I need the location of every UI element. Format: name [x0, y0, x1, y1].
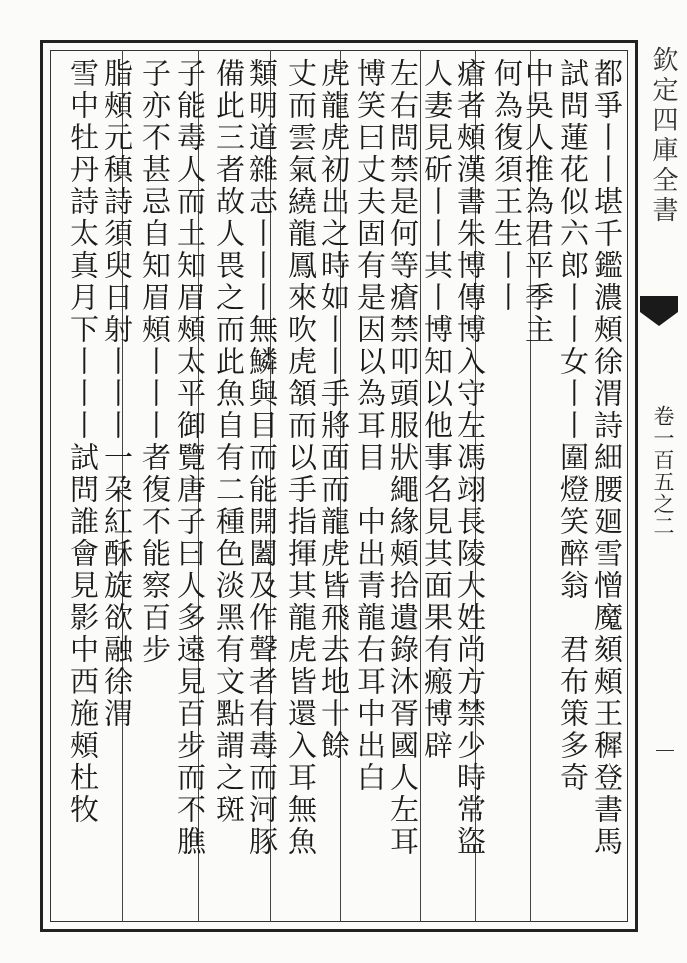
text-column-10: 丈而雲氣繞龍鳳來吹虎頷而以手指揮其龍虎皆還入耳無魚 [284, 58, 318, 858]
text-column-1: 都爭丨丨堪千鑑濃頰徐渭詩細腰廻雪憎魔頦頰王穉登書馬 [590, 58, 624, 858]
text-column-4: 何為復須王生丨丨 [490, 58, 524, 314]
text-column-13: 子能毒人而土知眉頰太平御覽唐子曰人多遠見百步而不膲 [173, 58, 207, 858]
text-column-5: 瘡者頰漢書朱博傳博入守左馮翊長陵大姓尚方禁少時常盜 [453, 58, 487, 858]
text-column-16: 雪中牡丹詩太真月下丨丨丨試問誰會見影中西施頰杜牧 [66, 58, 100, 826]
text-column-12: 備此三者故人畏之而此魚自有二種色淡黑有文點謂之斑 [212, 58, 246, 826]
text-column-8: 博笑曰丈夫固有是因以為耳目 中出青龍右耳中出白 [353, 58, 387, 794]
margin-book-title: 欽定四庫全書 [648, 46, 678, 226]
text-column-2: 試問蓮花似六郎丨丨女丨丨圍燈笑醉翁 君布策多奇 [556, 58, 590, 794]
text-column-3: 中吳人推為君平季主 [521, 58, 555, 346]
margin-juan-number: 卷一百五之二 [651, 405, 675, 537]
text-column-11: 類明道雜志丨丨丨無鱗與目而能開闔及作聲者有毒而河豚 [245, 58, 279, 858]
text-column-15: 脂頰元稹詩須臾日射丨丨丨一朶紅酥旋欲融徐渭 [100, 58, 134, 730]
text-column-7: 左右問禁是何等瘡禁叩頭服狀繩緣頰拾遺錄沐胥國人左耳 [386, 58, 420, 858]
text-column-6: 人妻見斫丨丨其丨博知以他事名見其面果有瘢博辟 [420, 58, 454, 762]
fishtail-ornament-icon [636, 292, 682, 332]
margin-tick [656, 750, 674, 751]
text-column-14: 子亦不甚忌自知眉頰丨丨丨者復不能察百步 [138, 58, 172, 666]
text-column-9: 虎龍虎初出之時如丨丨手將面而龍虎皆飛去地十餘 [317, 58, 351, 762]
